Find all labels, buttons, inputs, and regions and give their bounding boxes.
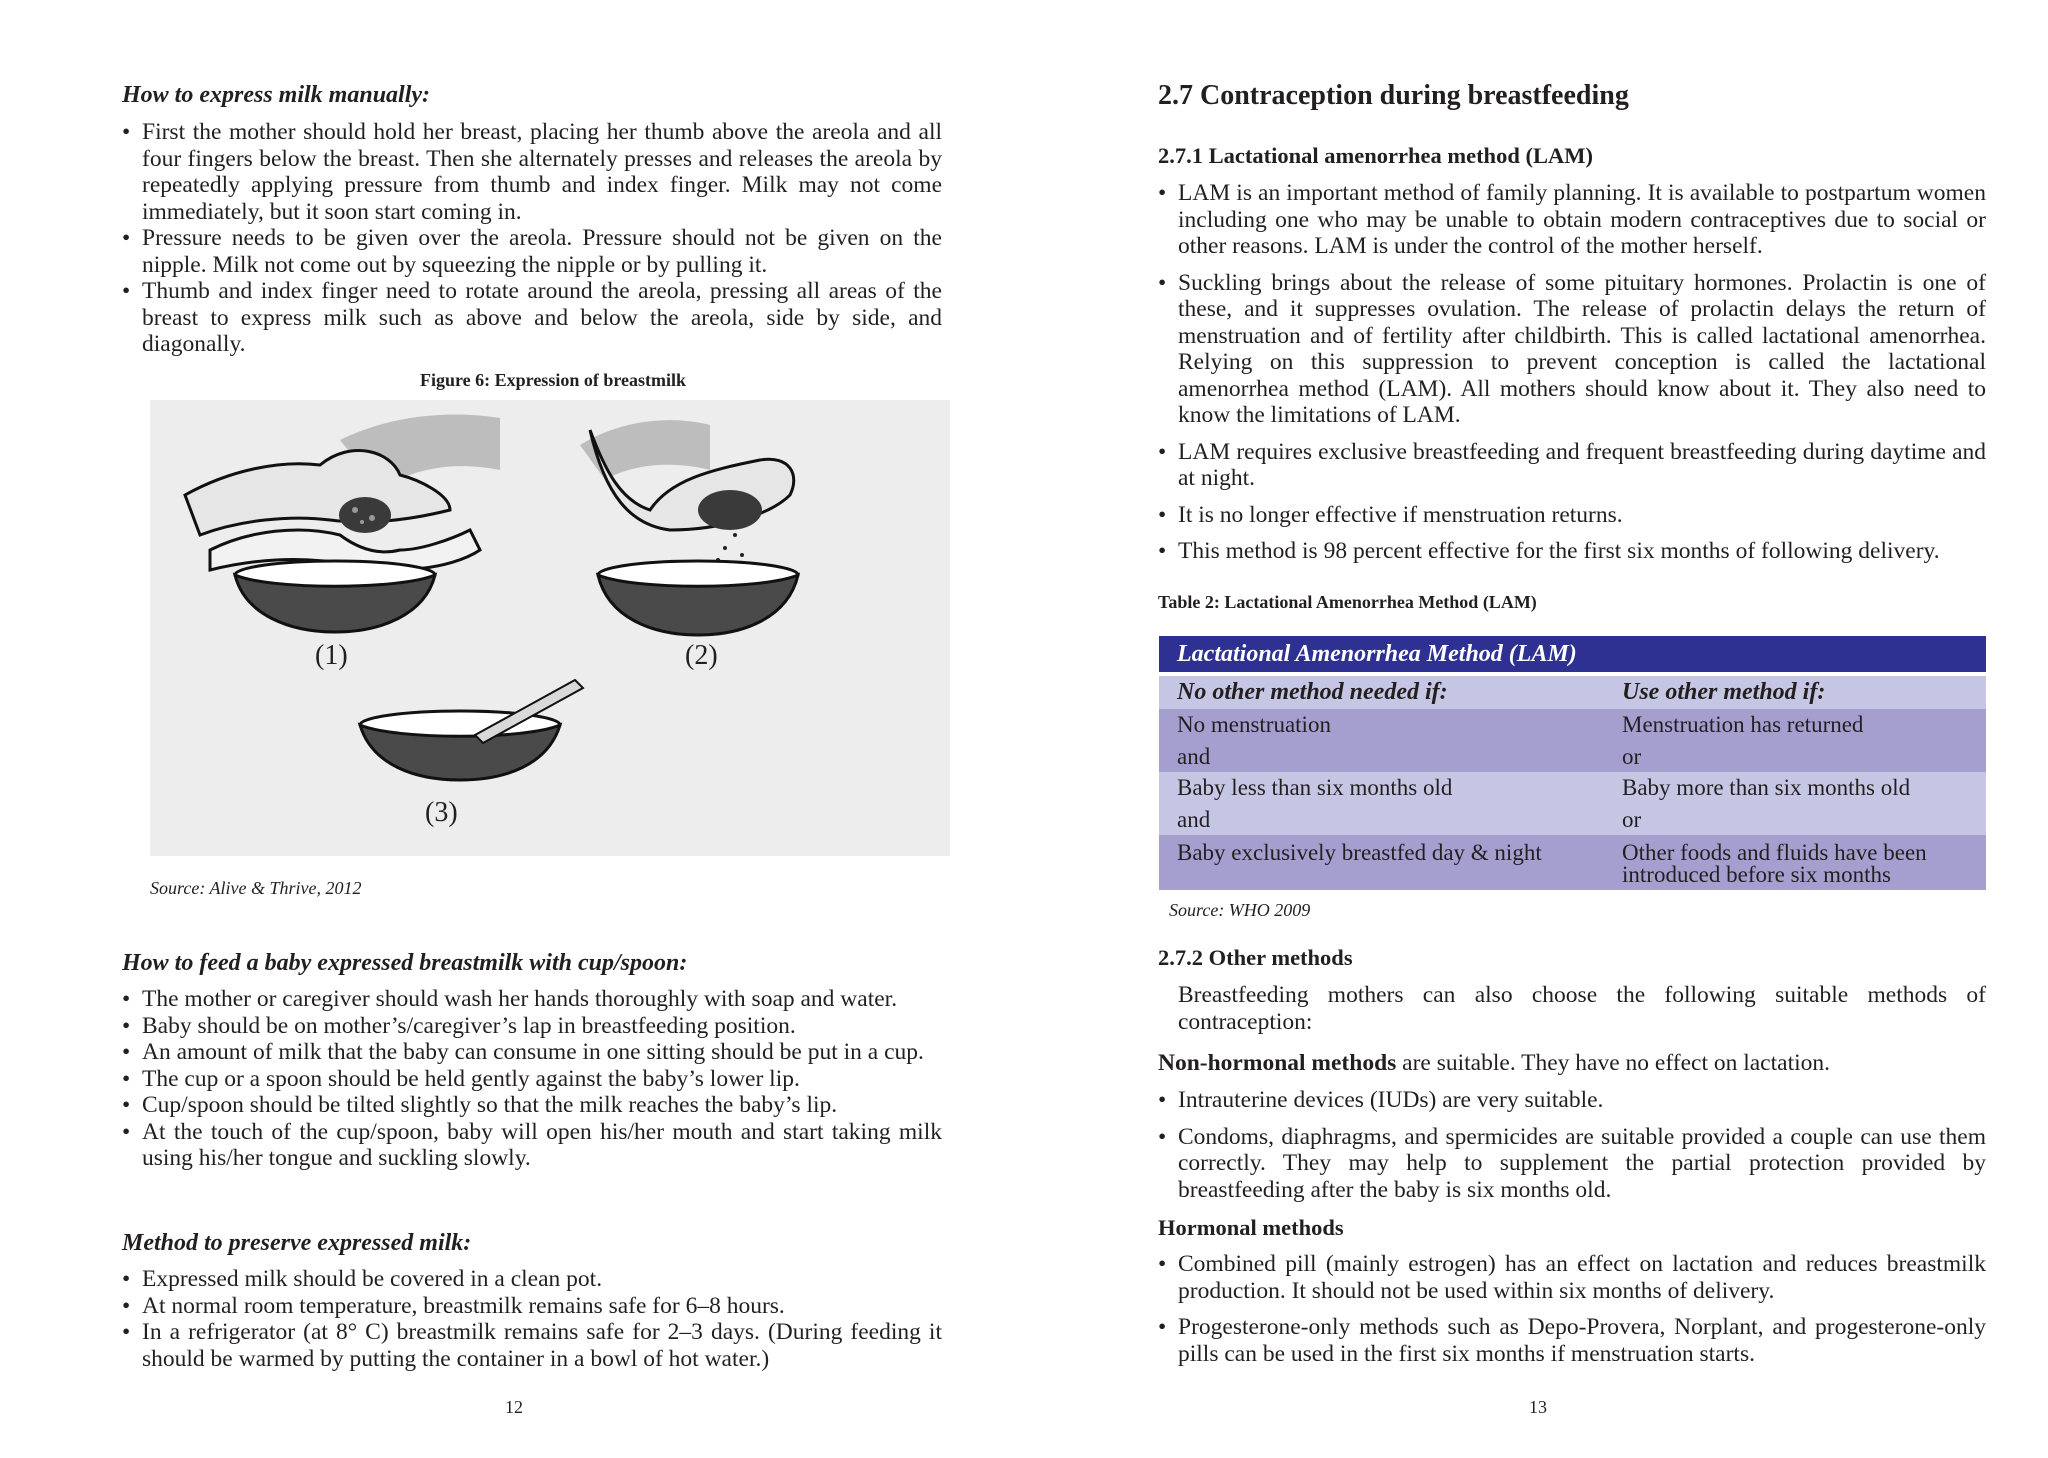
table-cell: No menstruation [1177, 712, 1331, 737]
heading-express-milk: How to express milk manually: [122, 82, 431, 108]
nonhormonal-list [1158, 1087, 1986, 1213]
hand-illustration-1 [185, 414, 500, 570]
right-page [1024, 0, 2048, 1458]
list-item: • The cup or a spoon should be held gently against the baby’s lower lip. [122, 1066, 942, 1093]
list-item: • The mother or caregiver should wash her hands thoroughly with soap and water. [122, 986, 942, 1013]
list-item: • At normal room temperature, breastmilk remains safe for 6–8 hours. [122, 1293, 942, 1320]
hormonal-list [1158, 1251, 1986, 1377]
bowl-illustration-2 [598, 561, 798, 635]
table-source: Source: WHO 2009 [1169, 900, 1311, 920]
heading-feed-baby: How to feed a baby expressed breastmilk with cup/spoon: [122, 950, 688, 976]
list-item: • This method is 98 percent effective for the first six months of following delivery. [1158, 538, 1986, 565]
table-row [1159, 772, 1986, 804]
table-cell: and [1177, 806, 1211, 832]
express-list [122, 119, 942, 358]
list-item: • Pressure needs to be given over the areola. Pressure should not be given on the nipple. Milk not come out by squeezing the nipple or by pulling it. [122, 225, 942, 278]
table-cell: Baby less than six months old [1177, 775, 1453, 800]
list-item: • LAM requires exclusive breastfeeding and frequent breastfeeding during daytime and at night. [1158, 439, 1986, 492]
list-item: • It is no longer effective if menstruation returns. [1158, 502, 1986, 529]
heading-preserve-milk: Method to preserve expressed milk: [122, 1230, 472, 1256]
list-item: • In a refrigerator (at 8° C) breastmilk remains safe for 2–3 days. (During feeding it should be warmed by putting the container in a bowl of hot water.) [122, 1319, 942, 1372]
table-cell: or [1622, 806, 1642, 832]
table-row [1159, 709, 1986, 741]
table-cell: and [1177, 743, 1211, 769]
table-row [1159, 804, 1986, 836]
list-item: • Thumb and index finger need to rotate around the areola, pressing all areas of the breast to express milk such as above and below the areola, side by side, and diagonally. [122, 278, 942, 358]
figure-label-3: (3) [425, 797, 458, 828]
list-item: • Progesterone-only methods such as Depo-Provera, Norplant, and progesterone-only pills can be used in the first six months if menstruation starts. [1158, 1314, 1986, 1367]
page-number: 13 [1529, 1397, 1547, 1417]
table-title: Lactational Amenorrhea Method (LAM) [1159, 636, 1986, 672]
table-group-3 [1159, 835, 1986, 890]
hand-illustration-2 [580, 420, 794, 562]
figure-caption: Figure 6: Expression of breastmilk [419, 370, 686, 390]
list-item: • Intrauterine devices (IUDs) are very suitable. [1158, 1087, 1986, 1114]
page-number: 12 [505, 1397, 523, 1417]
table-group-2 [1159, 772, 1986, 835]
list-item: • Cup/spoon should be tilted slightly so that the milk reaches the baby’s lip. [122, 1092, 942, 1119]
list-item: • First the mother should hold her breast, placing her thumb above the areola and all four fingers below the breast. Then she alternately presses and releases the areola by repeatedly applying pressure from thumb and index finger. Milk may not come immediately, but it soon start coming in. [122, 119, 942, 225]
list-item: • An amount of milk that the baby can consume in one sitting should be put in a cup. [122, 1039, 942, 1066]
list-item: • At the touch of the cup/spoon, baby will open his/her mouth and start taking milk using his/her tongue and suckling slowly. [122, 1119, 942, 1172]
hormonal-heading: Hormonal methods [1158, 1215, 1344, 1240]
list-item: • Expressed milk should be covered in a clean pot. [122, 1266, 942, 1293]
list-item: • Condoms, diaphragms, and spermicides are suitable provided a couple can use them correctly. They may help to supplement the partial protection provided by breastfeeding after the baby is six months old. [1158, 1124, 1986, 1204]
feed-list [122, 986, 942, 1172]
table-group-1 [1159, 709, 1986, 772]
bowl-illustration-1 [235, 561, 435, 632]
subsection-other-title: 2.7.2 Other methods [1158, 945, 1353, 970]
bowl-spoon-illustration-3 [360, 680, 583, 780]
nonhormonal-heading: Non-hormonal methods [1158, 1050, 1397, 1076]
lam-list [1158, 180, 1986, 575]
table-cell: Baby more than six months old [1622, 775, 1911, 800]
table-header-col2: Use other method if: [1622, 679, 1826, 705]
list-item: • Suckling brings about the release of some pituitary hormones. Prolactin is one of these, and it suppresses ovulation. The release of prolactin delays the return of menstruation and of fertility after childbirth. This is called lactational amenorrhea. Relying on this suppression to prevent conception is called the lactational amenorrhea method (LAM). All mothers should know about it. They also need to know the limitations of LAM. [1158, 270, 1986, 429]
table-cell: Menstruation has returned [1622, 712, 1864, 737]
section-title: 2.7 Contraception during breastfeeding [1158, 80, 1629, 111]
breastmilk-expression-illustration [150, 400, 950, 856]
nonhormonal-intro [1158, 1050, 1986, 1077]
table-cell: Baby exclusively breastfed day & night [1177, 840, 1542, 865]
table-cell: Other foods and fluids have been introduced before six months [1622, 840, 1927, 887]
table-header-col1: No other method needed if: [1177, 679, 1448, 705]
table-caption: Table 2: Lactational Amenorrhea Method (LAM) [1158, 592, 1537, 612]
list-item: • LAM is an important method of family planning. It is available to postpartum women including one who may be unable to obtain modern contraceptives due to social or other reasons. LAM is under the control of the mother herself. [1158, 180, 1986, 260]
figure-label-1: (1) [315, 640, 348, 671]
nonhormonal-text: are suitable. They have no effect on lactation. [1396, 1050, 1831, 1076]
table-header-row [1159, 676, 1986, 709]
table-row [1159, 835, 1986, 890]
preserve-list [122, 1266, 942, 1372]
list-item: • Combined pill (mainly estrogen) has an effect on lactation and reduces breastmilk production. It should not be used within six months of delivery. [1158, 1251, 1986, 1304]
table-row [1159, 741, 1986, 773]
list-item: • Baby should be on mother’s/caregiver’s lap in breastfeeding position. [122, 1013, 942, 1040]
lam-table [1159, 636, 1986, 890]
subsection-lam-title: 2.7.1 Lactational amenorrhea method (LAM) [1158, 143, 1593, 168]
table-cell: or [1622, 743, 1642, 769]
figure-label-2: (2) [685, 640, 718, 671]
figure-source: Source: Alive & Thrive, 2012 [150, 878, 362, 898]
other-intro: Breastfeeding mothers can also choose the following suitable methods of contraception: [1178, 982, 1986, 1035]
